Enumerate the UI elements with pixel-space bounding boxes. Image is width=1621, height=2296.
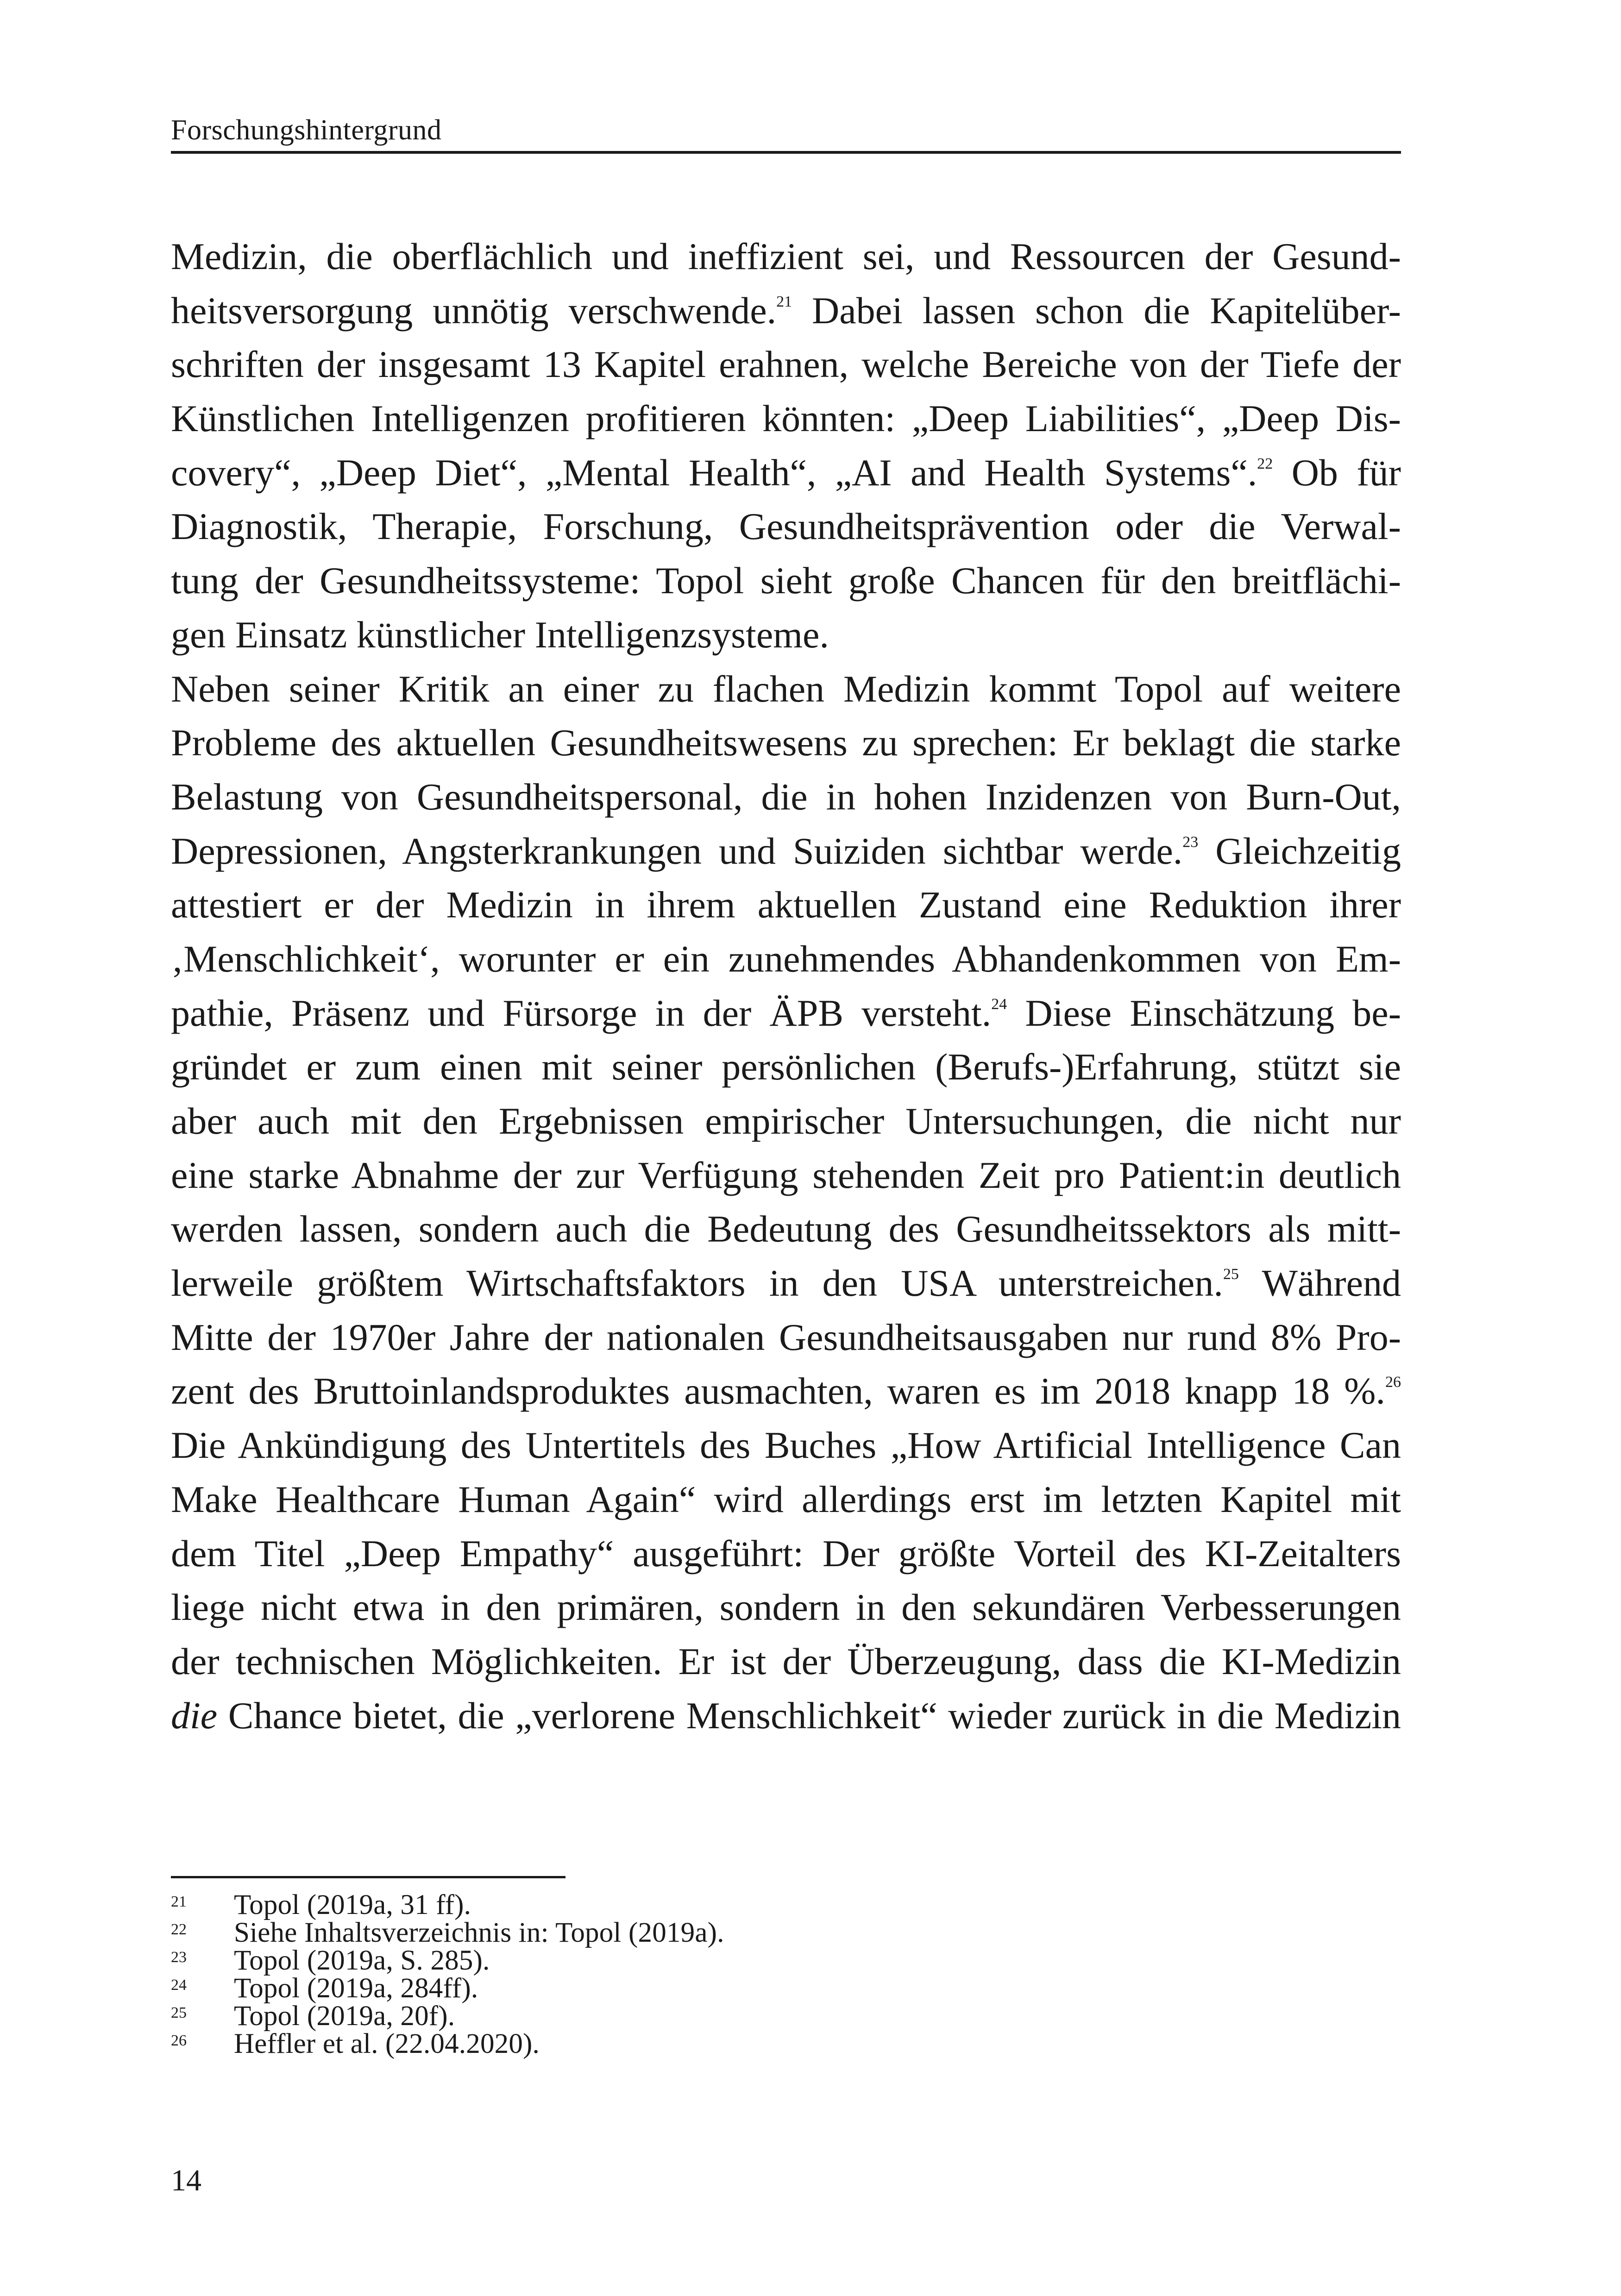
text-line: die Chance bietet, die „verlorene Menschlichkeit“ wieder zurück in die Medizin	[171, 1694, 1401, 1737]
footnote-reference[interactable]: 26	[1385, 1374, 1401, 1391]
footnote-text: Topol (2019a, S. 285).	[234, 1945, 490, 1976]
running-head-title: Forschungshintergrund	[171, 114, 442, 146]
text-line: dem Titel „Deep Empathy“ ausgeführt: Der größte Vorteil des KI-Zeitalters	[171, 1532, 1401, 1575]
footnote-reference[interactable]: 21	[776, 293, 792, 310]
footnote-number: 24	[171, 1976, 187, 1994]
text-line: Künstlichen Intelligenzen profitieren könnten: „Deep Liabilities“, „Deep Dis-	[171, 397, 1401, 440]
text-line: Diagnostik, Therapie, Forschung, Gesundheitsprävention oder die Verwal-	[171, 505, 1401, 548]
text-line: pathie, Präsenz und Fürsorge in der ÄPB versteht.$^{24}$ Diese Einschätzung be-	[171, 991, 1401, 1034]
footnote-item	[171, 1947, 1401, 1975]
text-line: werden lassen, sondern auch die Bedeutung des Gesundheitssektors als mitt-	[171, 1208, 1401, 1250]
footnote-reference[interactable]: 22	[1257, 455, 1273, 472]
text-line: Neben seiner Kritik an einer zu flachen Medizin kommt Topol auf weitere	[171, 667, 1401, 710]
footnote-item	[171, 2030, 1401, 2058]
text-line: liege nicht etwa in den primären, sondern in den sekundären Verbesserungen	[171, 1586, 1401, 1629]
footnote-separator	[171, 1876, 565, 1878]
text-line: Probleme des aktuellen Gesundheitswesens zu sprechen: Er beklagt die starke	[171, 721, 1401, 764]
text-line: heitsversorgung unnötig verschwende.$^{21}$ Dabei lassen schon die Kapitelüber-	[171, 289, 1401, 332]
text-line: Die Ankündigung des Untertitels des Buches „How Artificial Intelligence Can	[171, 1424, 1401, 1467]
text-line: eine starke Abnahme der zur Verfügung stehenden Zeit pro Patient:in deutlich	[171, 1154, 1401, 1196]
page-number: 14	[171, 2164, 201, 2197]
footnote-item	[171, 1975, 1401, 2002]
footnotes	[171, 1891, 1401, 2058]
footnote-reference[interactable]: 24	[991, 995, 1007, 1013]
text-line: aber auch mit den Ergebnissen empirischer Untersuchungen, die nicht nur	[171, 1100, 1401, 1142]
text-line: Medizin, die oberflächlich und ineffizient sei, und Ressourcen der Gesund-	[171, 235, 1401, 277]
footnote-text: Topol (2019a, 31 ff).	[234, 1889, 471, 1920]
text-line: covery“, „Deep Diet“, „Mental Health“, „AI and Health Systems“.$^{22}$ Ob für	[171, 451, 1401, 494]
footnote-item	[171, 2002, 1401, 2030]
text-line: schriften der insgesamt 13 Kapitel erahnen, welche Bereiche von der Tiefe der	[171, 343, 1401, 386]
text-line: Depressionen, Angsterkrankungen und Suiziden sichtbar werde.$^{23}$ Gleichzeitig	[171, 829, 1401, 872]
footnote-text: Heffler et al. (22.04.2020).	[234, 2028, 540, 2059]
footnote-text: Topol (2019a, 20f).	[234, 2001, 455, 2032]
text-line: der technischen Möglichkeiten. Er ist der Überzeugung, dass die KI-Medizin	[171, 1640, 1401, 1682]
footnote-item	[171, 1891, 1401, 1919]
footnote-item	[171, 1919, 1401, 1947]
text-line: ‚Menschlichkeit‘, worunter er ein zunehmendes Abhandenkommen von Em-	[171, 937, 1401, 980]
running-head	[171, 116, 1401, 154]
text-line: tung der Gesundheitssysteme: Topol sieht große Chancen für den breitflächi-	[171, 559, 1401, 602]
text-line: lerweile größtem Wirtschaftsfaktors in den USA unterstreichen.$^{25}$ Während	[171, 1262, 1401, 1305]
text-line: Belastung von Gesundheitspersonal, die in hohen Inzidenzen von Burn-Out,	[171, 775, 1401, 818]
text-line: gen Einsatz künstlicher Intelligenzsysteme.	[171, 613, 829, 656]
footnote-number: 26	[171, 2032, 187, 2049]
text-line: gründet er zum einen mit seiner persönlichen (Berufs-)Erfahrung, stützt sie	[171, 1046, 1401, 1088]
footnote-text: Siehe Inhaltsverzeichnis in: Topol (2019a).	[234, 1917, 724, 1948]
footnote-number: 22	[171, 1921, 187, 1938]
text-line: zent des Bruttoinlandsproduktes ausmachten, waren es im 2018 knapp 18 %.$^{26}$	[171, 1370, 1401, 1412]
footnote-reference[interactable]: 23	[1182, 833, 1199, 851]
footnote-number: 23	[171, 1949, 187, 1966]
emphasized-word: die	[171, 1694, 218, 1737]
text-line: attestiert er der Medizin in ihrem aktuellen Zustand eine Reduktion ihrer	[171, 884, 1401, 926]
footnote-text: Topol (2019a, 284ff).	[234, 1973, 478, 2004]
footnote-number: 25	[171, 2004, 187, 2021]
footnote-number: 21	[171, 1893, 187, 1910]
main-text	[171, 230, 1401, 1743]
text-line: Make Healthcare Human Again“ wird allerdings erst im letzten Kapitel mit	[171, 1478, 1401, 1520]
footnote-reference[interactable]: 25	[1223, 1266, 1239, 1283]
text-line: Mitte der 1970er Jahre der nationalen Gesundheitsausgaben nur rund 8% Pro-	[171, 1316, 1401, 1358]
